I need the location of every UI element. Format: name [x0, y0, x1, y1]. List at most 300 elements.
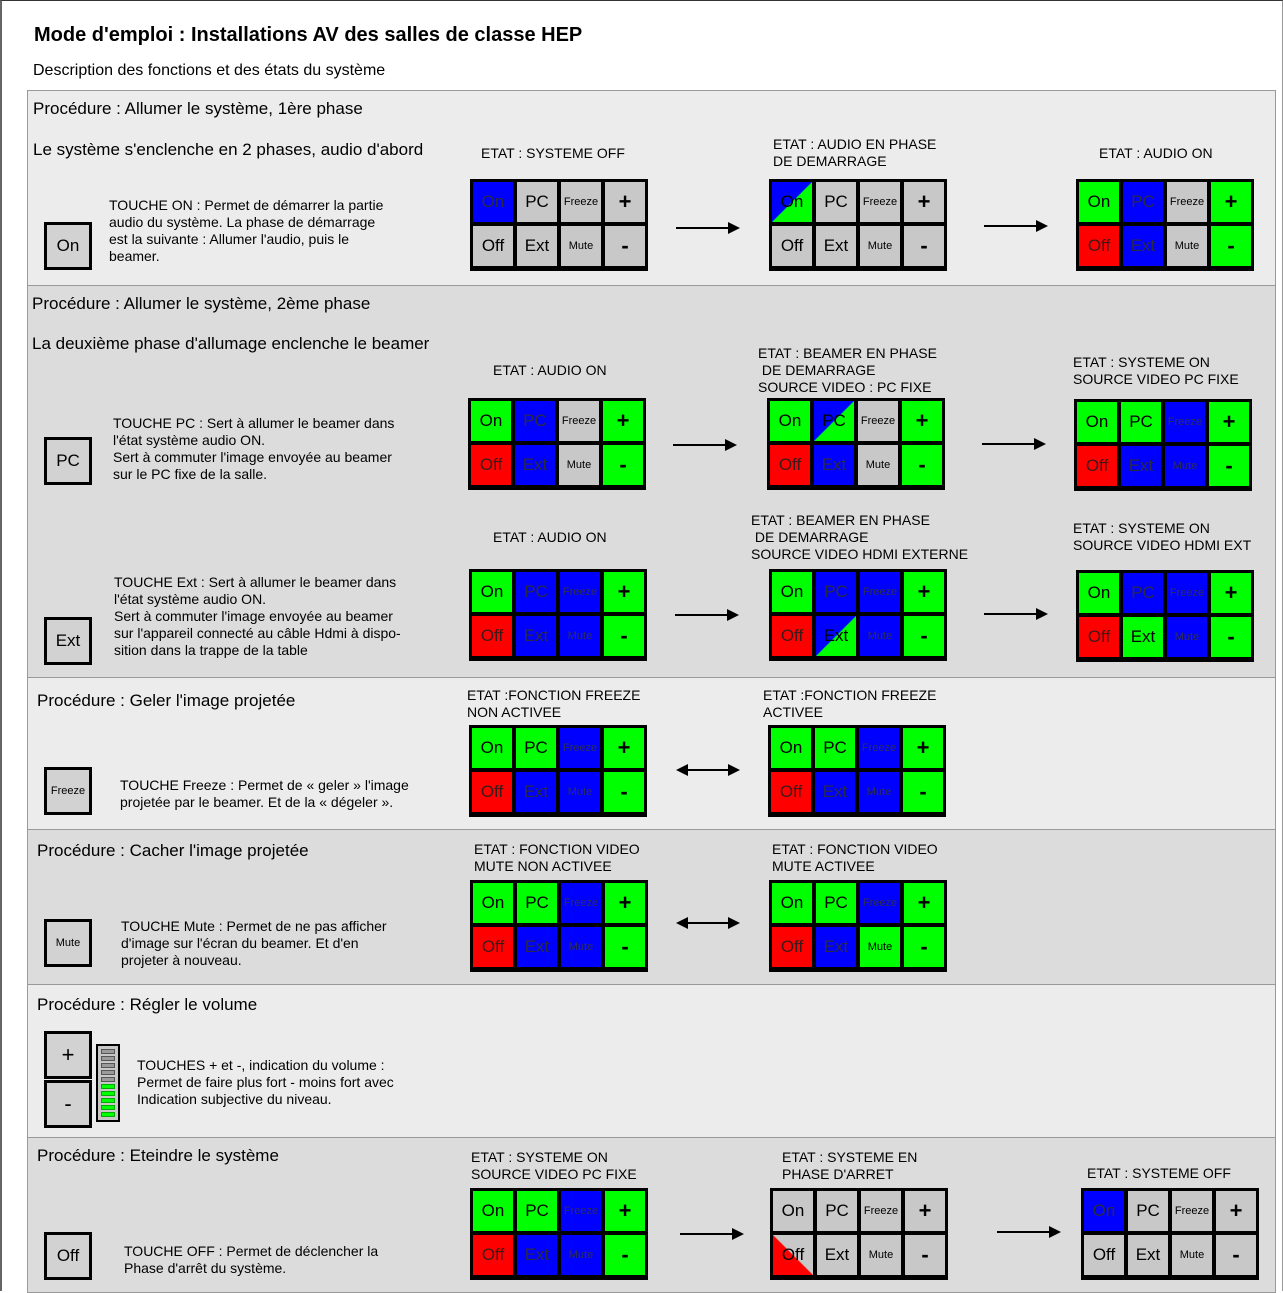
on-key: [772, 572, 812, 612]
plus-key: [904, 883, 944, 923]
state-label: ETAT : BEAMER EN PHASE DE DEMARRAGE SOURCE VIDEO : PC FIXE: [758, 345, 937, 395]
pc-key-label: PC: [524, 738, 548, 757]
state-label: ETAT : SYSTEME OFF: [1087, 1165, 1231, 1181]
control-panel: [470, 1188, 648, 1280]
minus-key-label: -: [621, 1242, 629, 1267]
plus-key-label: +: [918, 1198, 932, 1223]
on-key: [1077, 402, 1117, 442]
pc-key-label: PC: [824, 192, 848, 211]
minus-key-label: -: [620, 779, 628, 804]
freeze-key: [561, 883, 601, 923]
plus-key: [1211, 573, 1251, 613]
on-key: [773, 1191, 813, 1231]
freeze-key-label: Freeze: [862, 196, 898, 208]
mute-key-label: Mute: [568, 1249, 594, 1261]
minus-key-label: -: [920, 233, 928, 258]
volume-plus-button[interactable]: +: [44, 1031, 92, 1079]
state-label: ETAT : FONCTION VIDEO MUTE NON ACTIVEE: [474, 841, 640, 874]
procedure-description: TOUCHE Ext : Sert à allumer le beamer dans l'état système audio ON. Sert à commuter l'image envoyée au beamer sur l'appareil connecté au câble Hdmi à dispo- sition dans la trappe de la table: [114, 574, 401, 658]
plus-key: [604, 728, 644, 768]
pc-key: [1128, 1191, 1168, 1231]
page-subtitle: Description des fonctions et des états du système: [33, 62, 386, 79]
procedure-intro: Le système s'enclenche en 2 phases, audio d'abord: [33, 140, 424, 159]
right-arrow-icon: [680, 1233, 742, 1235]
volume-segment: [101, 1112, 115, 1117]
state-label: ETAT : AUDIO ON: [1099, 145, 1213, 161]
plus-key: [904, 182, 944, 222]
minus-key: [902, 445, 942, 485]
off-key: [772, 927, 812, 967]
mute-key: [1165, 446, 1205, 486]
freeze-key: [860, 883, 900, 923]
on-key: [772, 182, 812, 222]
ext-key: [517, 1235, 557, 1275]
minus-key: [905, 1235, 945, 1275]
pc-key: [817, 1191, 857, 1231]
pc-key-label: PC: [1136, 1201, 1160, 1220]
pc-key: [1121, 402, 1161, 442]
plus-key: [904, 572, 944, 612]
state-label: ETAT : SYSTEME EN PHASE D'ARRET: [782, 1149, 918, 1182]
pc-key-label: PC: [824, 893, 848, 912]
ext-key: [1128, 1235, 1168, 1275]
minus-key-label: -: [920, 934, 928, 959]
minus-key-label: -: [621, 934, 629, 959]
plus-key: [605, 1191, 645, 1231]
pc-key: [814, 401, 854, 441]
freeze-key-label: Freeze: [563, 1205, 599, 1217]
mute-key: [860, 226, 900, 266]
pc-button[interactable]: PC: [44, 437, 92, 485]
ext-key: [816, 616, 856, 656]
plus-key: [1209, 402, 1249, 442]
plus-key-label: +: [616, 408, 630, 433]
ext-key: [817, 1235, 857, 1275]
off-key-label: Off: [481, 937, 505, 956]
procedure-description: TOUCHE OFF : Permet de déclencher la Phase d'arrêt du système.: [124, 1243, 379, 1276]
ext-key-label: Ext: [1135, 1245, 1161, 1264]
off-key-label: Off: [479, 455, 503, 474]
ext-key: [515, 445, 555, 485]
control-panel: [1074, 399, 1252, 491]
on-key-label: On: [1085, 412, 1109, 431]
mute-key: [560, 616, 600, 656]
control-panel: [469, 569, 647, 661]
on-key-label: On: [479, 411, 503, 430]
ext-key: [814, 445, 854, 485]
ext-key-label: Ext: [522, 455, 548, 474]
off-key: [770, 445, 810, 485]
procedure-description: TOUCHE PC : Sert à allumer le beamer dans l'état système audio ON. Sert à commuter l'image envoyée au beamer sur le PC fixe de la salle.: [113, 415, 395, 482]
off-key: [1079, 226, 1119, 266]
off-key-label: Off: [781, 1245, 805, 1264]
mute-key: [1167, 617, 1207, 657]
minus-key: [904, 226, 944, 266]
plus-key-label: +: [917, 189, 931, 214]
ext-key: [517, 927, 557, 967]
off-key-label: Off: [780, 626, 804, 645]
procedure-description: TOUCHE ON : Permet de démarrer la partie audio du système. La phase de démarrage est la suivante : Allumer l'audio, puis le beamer.: [109, 197, 384, 264]
plus-key: [903, 728, 943, 768]
on-key: [1079, 182, 1119, 222]
off-key-label: Off: [1085, 456, 1109, 475]
plus-key-label: +: [917, 890, 931, 915]
ext-key: [1121, 446, 1161, 486]
freeze-key: [1165, 402, 1205, 442]
plus-key-label: +: [618, 189, 632, 214]
ext-key: [1123, 617, 1163, 657]
mute-key-label: Mute: [1174, 631, 1200, 643]
minus-key-label: -: [1232, 1242, 1240, 1267]
freeze-key-label: Freeze: [860, 415, 896, 427]
pc-key-label: PC: [823, 738, 847, 757]
ext-key-label: Ext: [1130, 627, 1156, 646]
freeze-key-label: Freeze: [1174, 1205, 1210, 1217]
minus-key-label: -: [920, 623, 928, 648]
on-button[interactable]: On: [44, 222, 92, 270]
ext-key-label: Ext: [1130, 236, 1156, 255]
mute-key: [1167, 226, 1207, 266]
volume-minus-button[interactable]: -: [44, 1080, 92, 1128]
plus-key-label: +: [915, 408, 929, 433]
volume-segment: [101, 1098, 115, 1103]
mute-button[interactable]: Mute: [44, 919, 92, 967]
pc-key-label: PC: [822, 411, 846, 430]
ext-key: [516, 772, 556, 812]
procedure-title: Procédure : Allumer le système, 2ème phase: [32, 294, 371, 313]
plus-key: [905, 1191, 945, 1231]
pc-key-label: PC: [524, 582, 548, 601]
freeze-key-label: Freeze: [563, 196, 599, 208]
minus-key: [903, 772, 943, 812]
double-arrow-icon: [678, 922, 738, 924]
minus-key: [1209, 446, 1249, 486]
volume-segment: [101, 1070, 115, 1075]
on-key-label: On: [480, 738, 504, 757]
on-key-label: On: [781, 1201, 805, 1220]
right-arrow-icon: [676, 227, 738, 229]
volume-segment: [101, 1105, 115, 1110]
ext-key: [517, 226, 557, 266]
volume-segment: [101, 1077, 115, 1082]
on-key-label: On: [780, 192, 804, 211]
freeze-key-label: Freeze: [1169, 196, 1205, 208]
on-key-label: On: [779, 738, 803, 757]
state-label: ETAT :FONCTION FREEZE ACTIVEE: [763, 687, 937, 720]
freeze-key-label: Freeze: [861, 742, 897, 754]
freeze-key: [560, 728, 600, 768]
freeze-key: [1172, 1191, 1212, 1231]
page-title: Mode d'emploi : Installations AV des salles de classe HEP: [34, 24, 583, 46]
double-arrow-icon: [678, 769, 738, 771]
pc-key-label: PC: [523, 411, 547, 430]
control-panel: [769, 179, 947, 271]
plus-key: [605, 883, 645, 923]
freeze-key: [859, 728, 899, 768]
mute-key: [561, 226, 601, 266]
right-arrow-icon: [982, 443, 1044, 445]
minus-key: [904, 927, 944, 967]
pc-key-label: PC: [525, 893, 549, 912]
on-key: [1079, 573, 1119, 613]
off-key-label: Off: [780, 236, 804, 255]
pc-key-label: PC: [824, 582, 848, 601]
minus-key: [603, 445, 643, 485]
pc-key-label: PC: [1131, 583, 1155, 602]
procedure-intro: La deuxième phase d'allumage enclenche le beamer: [32, 334, 430, 353]
freeze-key: [860, 572, 900, 612]
pc-key: [815, 728, 855, 768]
plus-key-label: +: [1224, 189, 1238, 214]
on-key-label: On: [1092, 1201, 1116, 1220]
off-key-label: Off: [481, 236, 505, 255]
freeze-key: [561, 1191, 601, 1231]
procedure-title: Procédure : Allumer le système, 1ère phase: [33, 99, 363, 118]
minus-key: [605, 927, 645, 967]
minus-key-label: -: [620, 623, 628, 648]
mute-key-label: Mute: [867, 941, 893, 953]
on-key: [472, 572, 512, 612]
plus-key-label: +: [1224, 580, 1238, 605]
volume-segment: [101, 1056, 115, 1061]
state-label: ETAT : AUDIO ON: [493, 529, 607, 545]
procedure-title: Procédure : Cacher l'image projetée: [37, 841, 309, 860]
plus-key-label: +: [1229, 1198, 1243, 1223]
off-key: [472, 772, 512, 812]
plus-key-label: +: [916, 735, 930, 760]
ext-key-label: Ext: [822, 782, 848, 801]
ext-key-label: Ext: [524, 1245, 550, 1264]
off-key: [772, 616, 812, 656]
mute-key-label: Mute: [567, 786, 593, 798]
volume-level-indicator: [96, 1044, 120, 1122]
mute-key-label: Mute: [1179, 1249, 1205, 1261]
procedure-description: TOUCHE Freeze : Permet de « geler » l'image projetée par le beamer. Et de la « dégeler ».: [120, 777, 409, 810]
mute-key-label: Mute: [866, 786, 892, 798]
state-label: ETAT : SYSTEME OFF: [481, 145, 625, 161]
control-panel: [470, 880, 648, 972]
freeze-key-label: Freeze: [562, 586, 598, 598]
mute-key-label: Mute: [1172, 460, 1198, 472]
freeze-key: [560, 572, 600, 612]
ext-key-label: Ext: [823, 937, 849, 956]
on-key: [473, 1191, 513, 1231]
plus-key-label: +: [618, 1198, 632, 1223]
on-key: [472, 728, 512, 768]
control-panel: [769, 880, 947, 972]
right-arrow-icon: [984, 613, 1046, 615]
minus-key-label: -: [918, 452, 926, 477]
minus-key: [904, 616, 944, 656]
state-label: ETAT : BEAMER EN PHASE DE DEMARRAGE SOURCE VIDEO HDMI EXTERNE: [751, 512, 969, 562]
ext-key-label: Ext: [823, 236, 849, 255]
minus-key-label: -: [1225, 453, 1233, 478]
right-arrow-icon: [997, 1231, 1059, 1233]
minus-key: [605, 1235, 645, 1275]
minus-key: [604, 772, 644, 812]
on-key: [772, 883, 812, 923]
pc-key: [516, 728, 556, 768]
mute-key-label: Mute: [567, 630, 593, 642]
off-button[interactable]: Off: [44, 1232, 92, 1280]
on-key: [473, 883, 513, 923]
freeze-key-label: Freeze: [561, 415, 597, 427]
plus-key: [605, 182, 645, 222]
off-key: [771, 772, 811, 812]
control-panel: [469, 725, 647, 817]
volume-segment: [101, 1063, 115, 1068]
ext-key-label: Ext: [523, 782, 549, 801]
ext-key-label: Ext: [824, 1245, 850, 1264]
off-key-label: Off: [1087, 236, 1111, 255]
freeze-key-label: Freeze: [1169, 587, 1205, 599]
ext-key: [816, 226, 856, 266]
plus-key-label: +: [618, 890, 632, 915]
freeze-key-label: Freeze: [862, 586, 898, 598]
freeze-key: [860, 182, 900, 222]
on-key-label: On: [480, 582, 504, 601]
minus-key: [604, 616, 644, 656]
right-arrow-icon: [984, 225, 1046, 227]
minus-key: [1216, 1235, 1256, 1275]
pc-key-label: PC: [525, 192, 549, 211]
ext-key-label: Ext: [523, 626, 549, 645]
state-label: ETAT : SYSTEME ON SOURCE VIDEO PC FIXE: [1073, 354, 1239, 387]
freeze-key-label: Freeze: [562, 742, 598, 754]
mute-key: [858, 445, 898, 485]
pc-key: [1123, 573, 1163, 613]
minus-key-label: -: [1227, 233, 1235, 258]
minus-key: [605, 226, 645, 266]
mute-key: [559, 445, 599, 485]
ext-key-label: Ext: [524, 937, 550, 956]
procedure-description: TOUCHE Mute : Permet de ne pas afficher d'image sur l'écran du beamer. Et d'en projeter à nouveau.: [121, 918, 387, 968]
pc-key: [816, 182, 856, 222]
minus-key-label: -: [1227, 624, 1235, 649]
mute-key: [860, 616, 900, 656]
plus-key-label: +: [917, 579, 931, 604]
on-key: [770, 401, 810, 441]
freeze-key: [861, 1191, 901, 1231]
off-key: [473, 927, 513, 967]
mute-key: [1172, 1235, 1212, 1275]
off-key-label: Off: [779, 782, 803, 801]
mute-key-label: Mute: [566, 459, 592, 471]
on-key: [471, 401, 511, 441]
procedure-title: Procédure : Geler l'image projetée: [37, 691, 296, 710]
procedure-description: TOUCHES + et -, indication du volume : Permet de faire plus fort - moins fort avec Indication subjective du niveau.: [137, 1057, 394, 1107]
off-key: [773, 1235, 813, 1275]
control-panel: [768, 725, 946, 817]
mute-key-label: Mute: [867, 630, 893, 642]
freeze-key: [561, 182, 601, 222]
mute-key-label: Mute: [568, 941, 594, 953]
state-label: ETAT : AUDIO EN PHASE DE DEMARRAGE: [773, 136, 937, 169]
off-key: [1084, 1235, 1124, 1275]
off-key-label: Off: [480, 782, 504, 801]
on-key-label: On: [481, 893, 505, 912]
plus-key-label: +: [617, 579, 631, 604]
ext-key-label: Ext: [821, 455, 847, 474]
plus-key: [604, 572, 644, 612]
mute-key-label: Mute: [867, 240, 893, 252]
control-panel: [1076, 570, 1254, 662]
ext-key-label: Ext: [1128, 456, 1154, 475]
ext-key: [516, 616, 556, 656]
off-key-label: Off: [780, 937, 804, 956]
off-key-label: Off: [1087, 627, 1111, 646]
plus-key-label: +: [1222, 409, 1236, 434]
pc-key-label: PC: [525, 1201, 549, 1220]
minus-key-label: -: [919, 779, 927, 804]
mute-key: [561, 927, 601, 967]
pc-key: [1123, 182, 1163, 222]
mute-key: [859, 772, 899, 812]
ext-key: [816, 927, 856, 967]
freeze-key: [559, 401, 599, 441]
off-key-label: Off: [481, 1245, 505, 1264]
freeze-key-label: Freeze: [862, 897, 898, 909]
off-key: [473, 226, 513, 266]
mute-key: [560, 772, 600, 812]
minus-key-label: -: [921, 1242, 929, 1267]
mute-key: [561, 1235, 601, 1275]
mute-key-label: Mute: [865, 459, 891, 471]
mute-key: [860, 927, 900, 967]
freeze-button[interactable]: Freeze: [44, 767, 92, 815]
state-label: ETAT : AUDIO ON: [493, 362, 607, 378]
off-key-label: Off: [778, 455, 802, 474]
ext-key-label: Ext: [823, 626, 849, 645]
off-key: [1079, 617, 1119, 657]
control-panel: [1081, 1188, 1259, 1280]
pc-key: [517, 883, 557, 923]
ext-button[interactable]: Ext: [44, 617, 92, 665]
mute-key-label: Mute: [568, 240, 594, 252]
pc-key: [516, 572, 556, 612]
control-panel: [769, 569, 947, 661]
on-key: [771, 728, 811, 768]
off-key: [472, 616, 512, 656]
volume-segment: [101, 1091, 115, 1096]
off-key: [1077, 446, 1117, 486]
right-arrow-icon: [675, 614, 737, 616]
pc-key: [517, 182, 557, 222]
on-key-label: On: [481, 1201, 505, 1220]
minus-key: [1211, 226, 1251, 266]
on-key-label: On: [778, 411, 802, 430]
off-key: [471, 445, 511, 485]
control-panel: [1076, 179, 1254, 271]
plus-key: [902, 401, 942, 441]
minus-key-label: -: [621, 233, 629, 258]
off-key: [772, 226, 812, 266]
pc-key: [515, 401, 555, 441]
right-arrow-icon: [673, 444, 735, 446]
freeze-key: [1167, 182, 1207, 222]
off-key-label: Off: [1092, 1245, 1116, 1264]
control-panel: [470, 179, 648, 271]
pc-key-label: PC: [825, 1201, 849, 1220]
minus-key-label: -: [619, 452, 627, 477]
freeze-key: [1167, 573, 1207, 613]
ext-key: [815, 772, 855, 812]
mute-key: [861, 1235, 901, 1275]
freeze-key: [858, 401, 898, 441]
pc-key: [517, 1191, 557, 1231]
minus-key: [1211, 617, 1251, 657]
pc-key-label: PC: [1129, 412, 1153, 431]
